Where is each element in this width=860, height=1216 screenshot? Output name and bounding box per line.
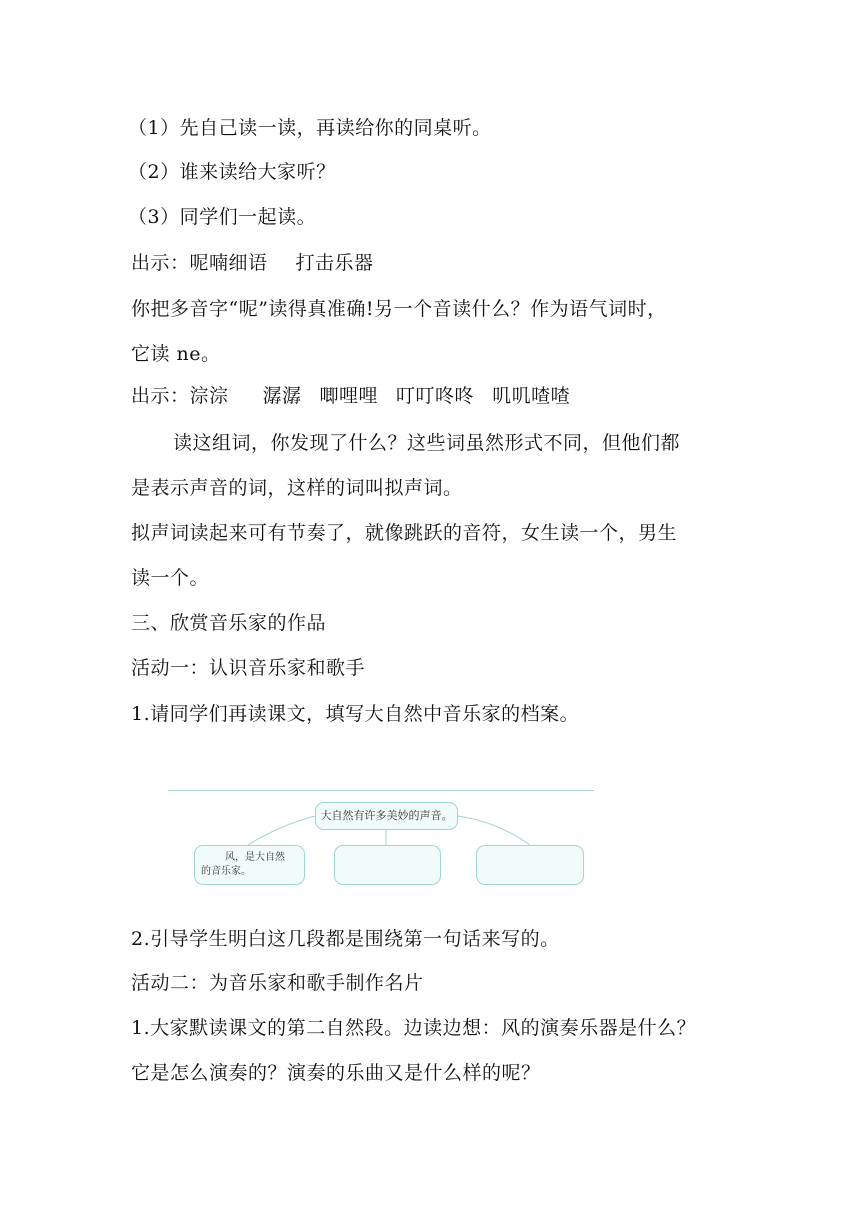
task-line: 它是怎么演奏的？演奏的乐曲又是什么样的呢？	[131, 1062, 541, 1084]
task-line: 1.大家默读课文的第二自然段。边读边想：风的演奏乐器是什么？	[131, 1017, 697, 1039]
diagram-node-empty	[476, 845, 584, 885]
diagram-node-empty	[334, 845, 441, 885]
word-chanchan: 潺潺	[262, 385, 302, 407]
paragraph-line: 读一个。	[131, 567, 210, 589]
paragraph-line: 拟声词读起来可有节奏了，就像跳跃的音符，女生读一个，男生	[131, 522, 678, 544]
section-heading: 三、欣赏音乐家的作品	[131, 612, 327, 634]
step-1: （1）先自己读一读，再读给你的同桌听。	[128, 117, 492, 139]
activity-heading: 活动二：为音乐家和歌手制作名片	[131, 972, 424, 994]
paragraph-line: 读这组词，你发现了什么？这些词虽然形式不同，但他们都	[173, 432, 681, 454]
node-text-line: 风，是大自然	[225, 852, 285, 863]
activity-heading: 活动一：认识音乐家和歌手	[131, 657, 366, 679]
task-line: 2.引导学生明白这几段都是围绕第一句话来写的。	[131, 928, 560, 950]
paragraph-line: 你把多音字“呢”读得真准确!另一个音读什么？作为语气词时，	[131, 298, 667, 320]
show-words-2	[131, 384, 570, 408]
diagram-node-wind	[194, 845, 305, 885]
step-2: （2）谁来读给大家听？	[128, 161, 336, 183]
mind-map-diagram	[168, 786, 596, 892]
show-word-a: 出示：呢喃细语	[131, 252, 268, 274]
step-3: （3）同学们一起读。	[128, 206, 317, 228]
paragraph-line: 是表示声音的词，这样的词叫拟声词。	[131, 477, 463, 499]
paragraph-line: 它读 ne。	[131, 343, 221, 365]
word-dingdingdongdong: 叮叮咚咚	[396, 385, 475, 407]
word-congcong: 出示：淙淙	[131, 385, 229, 407]
word-jilili: 唧哩哩	[319, 385, 379, 407]
task-line: 1.请同学们再读课文，填写大自然中音乐家的档案。	[131, 703, 580, 725]
show-word-b: 打击乐器	[295, 252, 374, 274]
show-words-1	[131, 251, 374, 275]
diagram-center-node: 大自然有许多美妙的声音。	[315, 802, 458, 830]
word-jijizhazha: 叽叽喳喳	[492, 385, 571, 407]
node-text-line: 的音乐家。	[201, 866, 251, 877]
